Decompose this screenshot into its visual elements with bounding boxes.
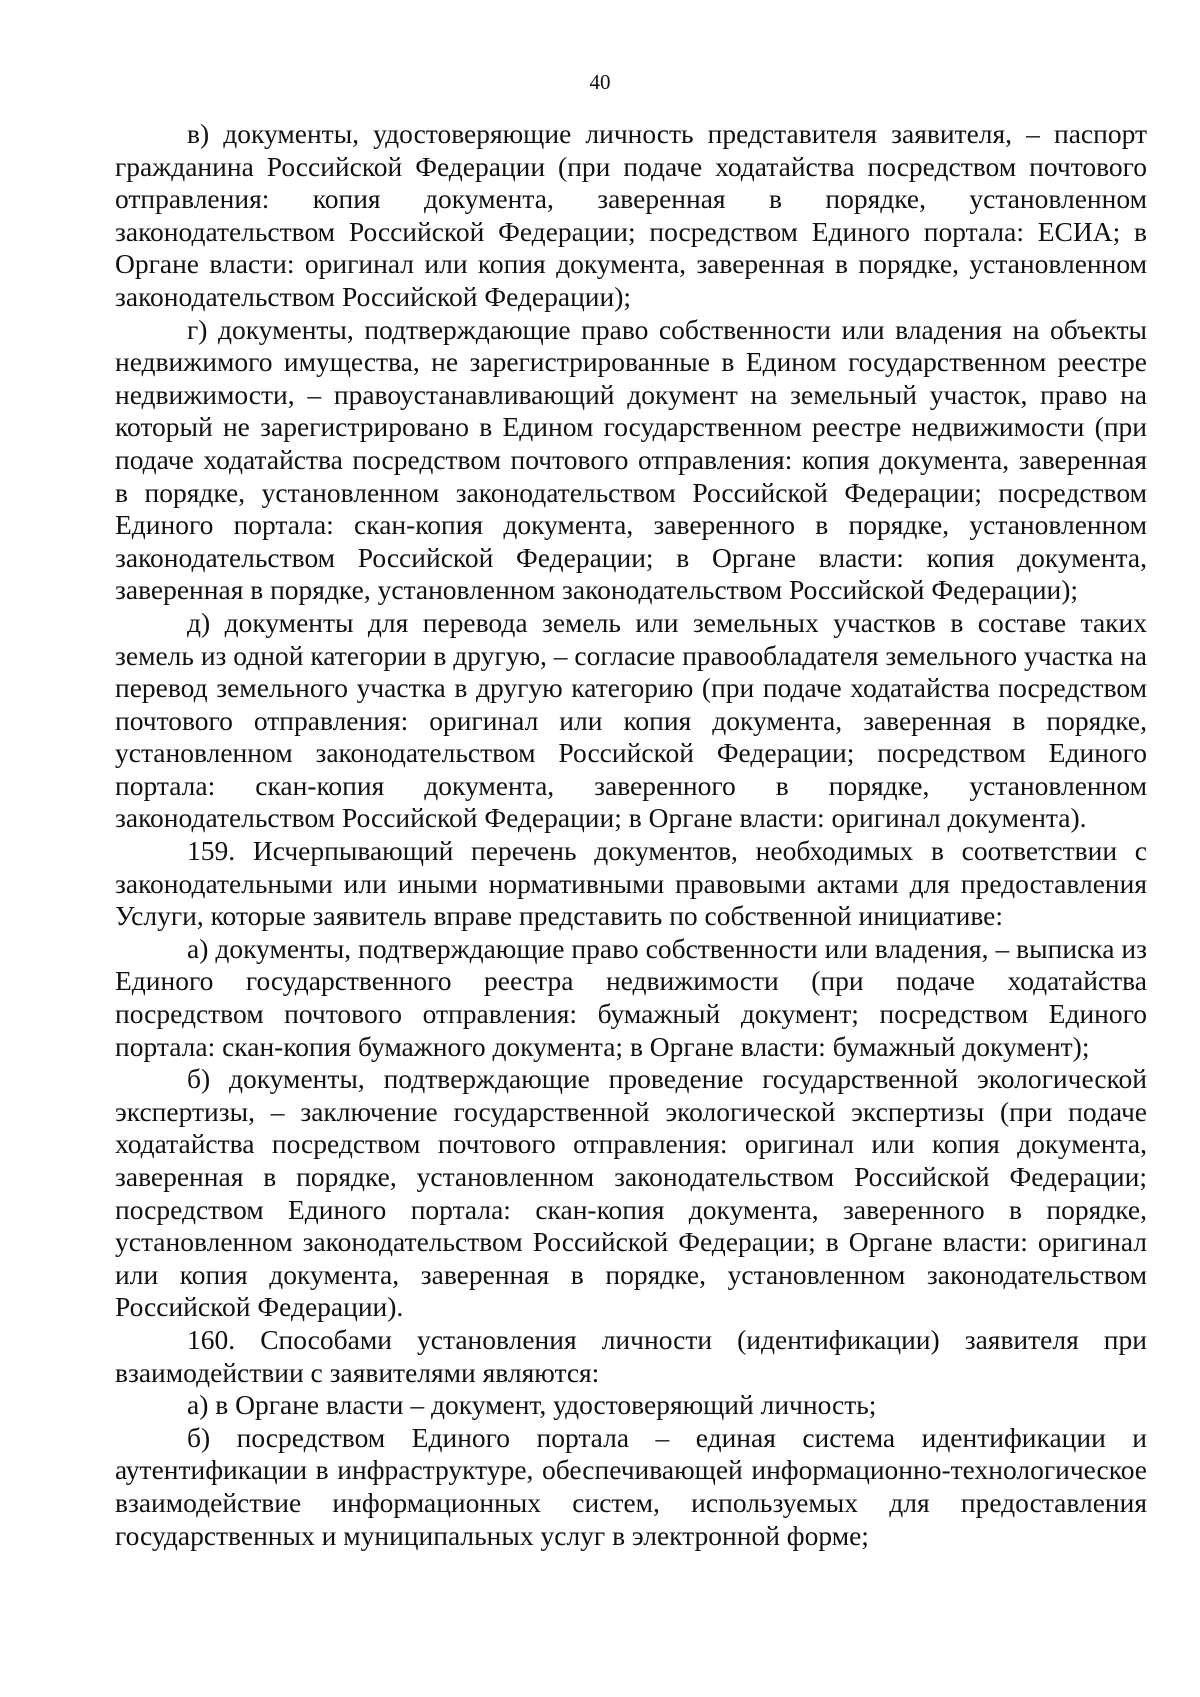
page-number: 40: [589, 70, 611, 94]
paragraph-d-land-category-transfer-documents: д) документы для перевода земель или земельных участков в составе таких земель из одной категории в другую, – согласие правообладателя земельного участка на перевод земельного участка в другую категорию (при подаче ходатайства посредством почтового отправления: оригинал или копия документа, заверенная в порядке, установленном законодательством Российской Федерации; посредством Единого портала: скан-копия документа, заверенного в порядке, установленном законодательством Российской Федерации; в Органе власти: оригинал документа).: [115, 606, 1147, 834]
paragraph-b-ecological-expertise: б) документы, подтверждающие проведение государственной экологической экспертизы, – заключение государственной экологической экспертизы (при подаче ходатайства посредством почтового отправления: оригинал или копия документа, заверенная в порядке, установленном законодательством Российской Федерации; посредством Единого портала: скан-копия документа, заверенного в порядке, установленном законодательством Российской Федерации; в Органе власти: оригинал или копия документа, заверенная в порядке, установленном законодательством Российской Федерации).: [115, 1063, 1147, 1323]
paragraph-a-authority-identification: а) в Органе власти – документ, удостоверяющий личность;: [187, 1389, 877, 1421]
document-body: [115, 118, 1147, 1552]
paragraph-b-portal-identification: б) посредством Единого портала – единая система идентификации и аутентификации в инфраструктуре, обеспечивающей информационно-технологическое взаимодействие информационных систем, используемых для предоставления государственных и муниципальных услуг в электронной форме;: [115, 1421, 1147, 1551]
paragraph-159-optional-documents-list: 159. Исчерпывающий перечень документов, необходимых в соответствии с законодательными или иными нормативными правовыми актами для предоставления Услуги, которые заявитель вправе представить по собственной инициативе:: [115, 835, 1147, 932]
paragraph-v-representative-identity-documents: в) документы, удостоверяющие личность представителя заявителя, – паспорт гражданина Российской Федерации (при подаче ходатайства посредством почтового отправления: копия документа, заверенная в порядке, установленном законодательством Российской Федерации; посредством Единого портала: ЕСИА; в Органе власти: оригинал или копия документа, заверенная в порядке, установленном законодательством Российской Федерации);: [115, 118, 1147, 312]
paragraph-160-identification-methods: 160. Способами установления личности (идентификации) заявителя при взаимодействии с заявителями являются:: [115, 1323, 1147, 1388]
paragraph-a-registry-extract: а) документы, подтверждающие право собственности или владения, – выписка из Единого государственного реестра недвижимости (при подаче ходатайства посредством почтового отправления: бумажный документ; посредством Единого портала: скан-копия бумажного документа; в Органе власти: бумажный документ);: [115, 932, 1147, 1062]
paragraph-g-ownership-documents: г) документы, подтверждающие право собственности или владения на объекты недвижимого имущества, не зарегистрированные в Едином государственном реестре недвижимости, – правоустанавливающий документ на земельный участок, право на который не зарегистрировано в Едином государственном реестре недвижимости (при подаче ходатайства посредством почтового отправления: копия документа, заверенная в порядке, установленном законодательством Российской Федерации; посредством Единого портала: скан-копия документа, заверенного в порядке, установленном законодательством Российской Федерации; в Органе власти: копия документа, заверенная в порядке, установленном законодательством Российской Федерации);: [115, 313, 1147, 606]
